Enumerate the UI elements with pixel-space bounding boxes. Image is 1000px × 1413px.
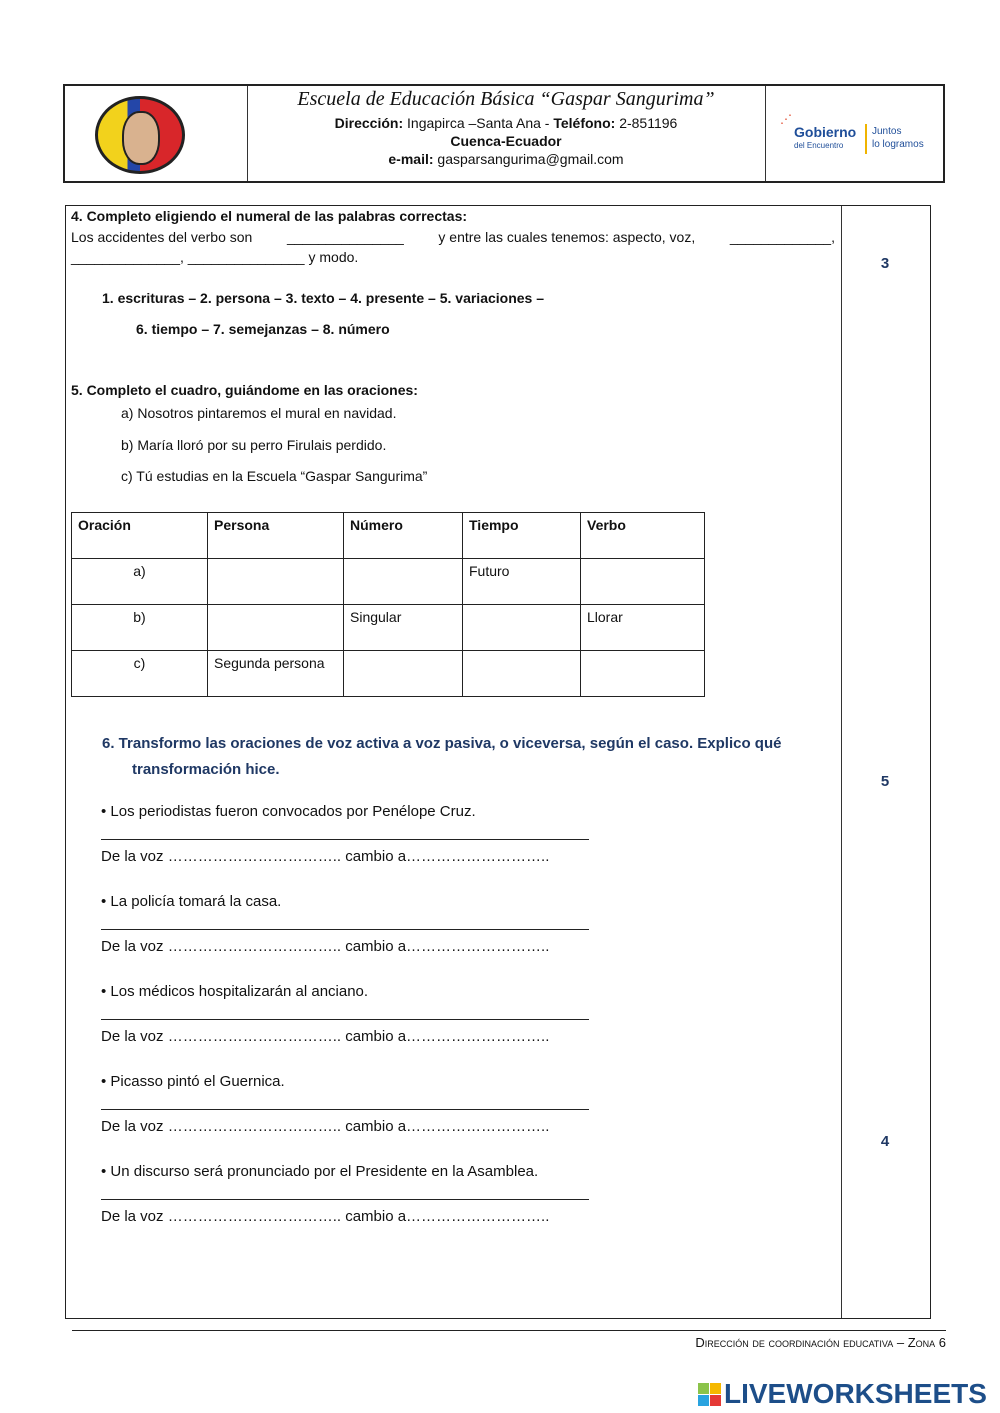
table-row — [72, 605, 705, 651]
column-header: Persona — [208, 513, 344, 559]
q6-sentence: • Un discurso será pronunciado por el Presidente en la Asamblea. — [101, 1163, 539, 1180]
answer-line[interactable] — [101, 1109, 589, 1110]
q6-sentence: • La policía tomará la casa. — [101, 893, 282, 910]
q4-title: 4. Completo eligiendo el numeral de las palabras correctas: — [71, 208, 468, 224]
blank-input[interactable]: _____________, — [729, 229, 835, 245]
answer-cell[interactable] — [344, 651, 463, 697]
q4-line2: ______________, _______________ y modo. — [71, 249, 359, 265]
blank-input[interactable]: _______________ — [187, 249, 305, 265]
school-name: Escuela de Educación Básica “Gaspar Sangurima” — [297, 88, 715, 110]
answer-cell[interactable] — [581, 651, 705, 697]
q5-title: 5. Completo el cuadro, guiándome en las oraciones: — [71, 382, 418, 398]
q4-line1: Los accidentes del verbo son _______________ y entre las cuales tenemos: aspecto, voz, _____________, — [71, 229, 835, 245]
table-cell: b) — [72, 605, 208, 651]
column-header: Número — [344, 513, 463, 559]
blank-input[interactable]: _______________ — [286, 229, 404, 245]
q5-table — [71, 512, 705, 697]
q5-sentence: b) María lloró por su perro Firulais perdido. — [121, 437, 387, 453]
table-header-row — [72, 513, 705, 559]
email-line: e-mail: gasparsangurima@gmail.com — [388, 151, 624, 167]
voice-change-line[interactable]: De la voz …………………………….. cambio a……………………….. — [101, 938, 550, 955]
voice-change-line[interactable]: De la voz …………………………….. cambio a……………………….. — [101, 1208, 550, 1225]
header-box — [63, 84, 945, 183]
footer-divider — [72, 1330, 946, 1331]
answer-line[interactable] — [101, 1199, 589, 1200]
q5-sentence: c) Tú estudias en la Escuela “Gaspar Sangurima” — [121, 468, 428, 484]
q5-sentence: a) Nosotros pintaremos el mural en navidad. — [121, 405, 397, 421]
answer-cell[interactable] — [208, 559, 344, 605]
q6-score-2: 4 — [880, 1133, 890, 1150]
school-logo — [95, 96, 185, 174]
q6-sentence: • Los periodistas fueron convocados por Penélope Cruz. — [101, 803, 476, 820]
q6-title-cont: transformación hice. — [132, 761, 280, 778]
answer-line[interactable] — [101, 929, 589, 930]
column-header: Verbo — [581, 513, 705, 559]
table-row — [72, 559, 705, 605]
q4-options-1: 1. escrituras – 2. persona – 3. texto – 4. presente – 5. variaciones – — [102, 290, 545, 306]
answer-cell[interactable] — [463, 605, 581, 651]
answer-cell[interactable] — [208, 605, 344, 651]
table-cell: Singular — [344, 605, 463, 651]
table-cell: a) — [72, 559, 208, 605]
table-cell: c) — [72, 651, 208, 697]
q6-sentence: • Los médicos hospitalizarán al anciano. — [101, 983, 369, 1000]
column-header: Oración — [72, 513, 208, 559]
government-logo: ⋰ Gobierno del Encuentro Juntos lo logramos — [780, 112, 930, 158]
liveworksheets-logo: LIVEWORKSHEETS — [698, 1378, 987, 1410]
city: Cuenca-Ecuador — [450, 133, 562, 149]
answer-cell[interactable] — [463, 651, 581, 697]
table-row — [72, 651, 705, 697]
table-cell: Futuro — [463, 559, 581, 605]
voice-change-line[interactable]: De la voz …………………………….. cambio a……………………….. — [101, 848, 550, 865]
answer-cell[interactable] — [344, 559, 463, 605]
q4-score: 3 — [880, 255, 890, 272]
column-header: Tiempo — [463, 513, 581, 559]
voice-change-line[interactable]: De la voz …………………………….. cambio a……………………….. — [101, 1118, 550, 1135]
table-cell: Segunda persona — [208, 651, 344, 697]
q6-title: 6. Transformo las oraciones de voz activa a voz pasiva, o viceversa, según el caso. Explico qué — [102, 735, 782, 752]
table-cell: Llorar — [581, 605, 705, 651]
address-line: Dirección: Ingapirca –Santa Ana - Teléfono: 2-851196 — [334, 115, 678, 131]
q4-options-2: 6. tiempo – 7. semejanzas – 8. número — [136, 321, 390, 337]
answer-line[interactable] — [101, 839, 589, 840]
answer-line[interactable] — [101, 1019, 589, 1020]
liveworksheets-icon — [698, 1383, 721, 1406]
footer-text: Dirección de coordinación educativa – Zona 6 — [695, 1335, 946, 1350]
blank-input[interactable]: ______________, — [71, 249, 184, 265]
voice-change-line[interactable]: De la voz …………………………….. cambio a……………………….. — [101, 1028, 550, 1045]
q6-score: 5 — [880, 773, 890, 790]
answer-cell[interactable] — [581, 559, 705, 605]
q6-sentence: • Picasso pintó el Guernica. — [101, 1073, 285, 1090]
